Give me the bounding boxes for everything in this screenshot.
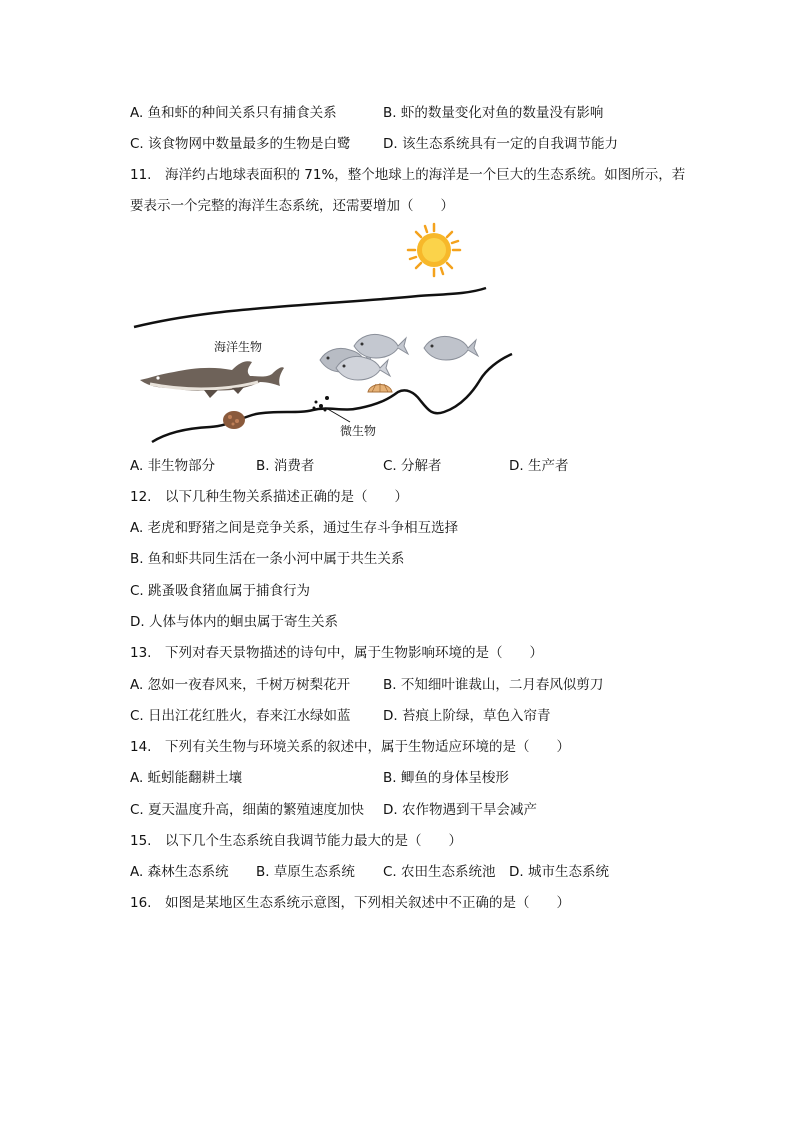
q11-option-c: C. 分解者	[383, 458, 442, 474]
q14-option-a: A. 蚯蚓能翻耕土壤	[130, 770, 243, 786]
q11-option-d: D. 生产者	[509, 458, 569, 474]
q11-option-b: B. 消费者	[256, 458, 315, 474]
q15-stem: 15. 以下几个生态系统自我调节能力最大的是（ ）	[130, 833, 462, 849]
figure-label-microbes: 微生物	[340, 424, 377, 438]
q10-option-d: D. 该生态系统具有一定的自我调节能力	[383, 136, 618, 152]
pomfret-fish-icon	[336, 356, 390, 380]
q11-option-a: A. 非生物部分	[130, 458, 216, 474]
q14-option-d: D. 农作物遇到干旱会减产	[383, 802, 537, 818]
ocean-illustration	[128, 222, 528, 452]
q10-option-c: C. 该食物网中数量最多的生物是白鹭	[130, 136, 351, 152]
sturgeon-icon	[140, 361, 284, 398]
q15-option-a: A. 森林生态系统	[130, 864, 229, 880]
pomfret-fish-icon	[424, 336, 478, 360]
shell-icon	[368, 383, 392, 392]
q12-option-b: B. 鱼和虾共同生活在一条小河中属于共生关系	[130, 551, 405, 567]
ocean-ecosystem-figure	[128, 222, 528, 452]
q13-option-d: D. 苔痕上阶绿，草色入帘青	[383, 708, 551, 724]
figure-label-marine-life: 海洋生物	[214, 340, 263, 354]
q13-option-a: A. 忽如一夜春风来，千树万树梨花开	[130, 677, 351, 693]
q16-stem: 16. 如图是某地区生态系统示意图，下列相关叙述中不正确的是（ ）	[130, 895, 570, 911]
q15-option-c: C. 农田生态系统池	[383, 864, 496, 880]
q10-option-a: A. 鱼和虾的种间关系只有捕食关系	[130, 105, 337, 121]
q12-option-a: A. 老虎和野猪之间是竞争关系，通过生存斗争相互选择	[130, 520, 459, 536]
q15-option-b: B. 草原生态系统	[256, 864, 355, 880]
q13-stem: 13. 下列对春天景物描述的诗句中，属于生物影响环境的是（ ）	[130, 645, 543, 661]
q12-option-d: D. 人体与体内的蛔虫属于寄生关系	[130, 614, 338, 630]
q14-stem: 14. 下列有关生物与环境关系的叙述中，属于生物适应环境的是（ ）	[130, 739, 570, 755]
q12-stem: 12. 以下几种生物关系描述正确的是（ ）	[130, 489, 408, 505]
sun-icon	[408, 224, 460, 276]
q15-option-d: D. 城市生态系统	[509, 864, 609, 880]
q13-option-b: B. 不知细叶谁裁山，二月春风似剪刀	[383, 677, 604, 693]
q11-stem-line-1: 11. 海洋约占地球表面积的 71%，整个地球上的海洋是一个巨大的生态系统。如图所示，若	[130, 167, 686, 183]
q12-option-c: C. 跳蚤吸食猪血属于捕食行为	[130, 583, 311, 599]
pomfret-fish-icon	[354, 334, 408, 358]
q10-option-b: B. 虾的数量变化对鱼的数量没有影响	[383, 105, 604, 121]
q11-stem-line-2: 要表示一个完整的海洋生态系统，还需要增加（ ）	[130, 198, 454, 214]
q13-option-c: C. 日出江花红胜火，春来江水绿如蓝	[130, 708, 351, 724]
coral-rock-icon	[223, 411, 245, 429]
q14-option-c: C. 夏天温度升高，细菌的繁殖速度加快	[130, 802, 365, 818]
water-surface-line	[134, 288, 486, 327]
q14-option-b: B. 鲫鱼的身体呈梭形	[383, 770, 509, 786]
